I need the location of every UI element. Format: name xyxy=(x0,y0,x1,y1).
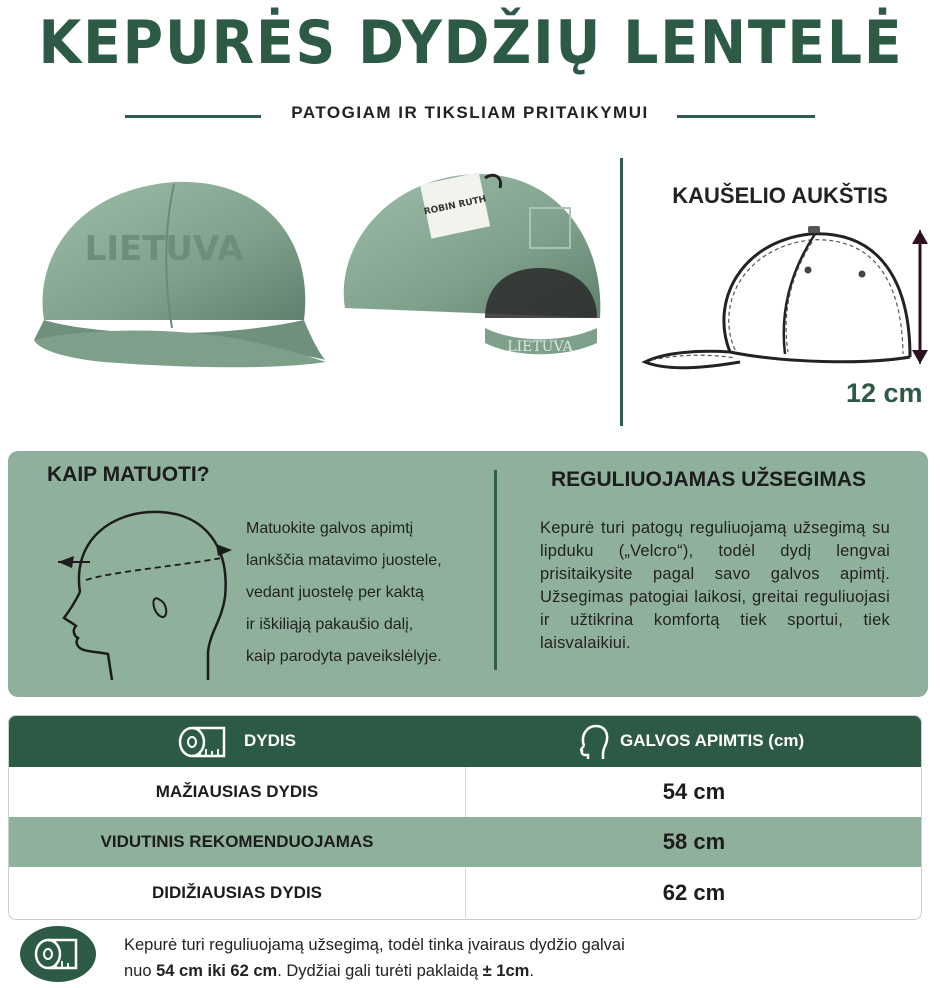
adjustable-title: REGULIUOJAMAS UŽSEGIMAS xyxy=(551,468,867,491)
footer-note-range: 54 cm iki 62 cm xyxy=(156,962,278,980)
table-row xyxy=(8,817,922,867)
cap-front-text: LIETUVA xyxy=(84,229,244,269)
cap-outline-diagram xyxy=(640,222,940,382)
footer-note-text: . Dydžiai gali turėti paklaidą xyxy=(277,962,483,980)
head-profile-icon xyxy=(576,724,610,760)
footer-note-tolerance: ± 1cm xyxy=(482,962,530,980)
how-to-measure-line: lankščia matavimo juostele, xyxy=(246,552,442,569)
adjustable-text: Kepurė turi patogų reguliuojamą užsegimą su lipduku („Velcro“), todėl dydį lengvai prisitaikysite pagal savo galvos apimtį. Užsegimas patogiai laikosi, greitai reguliuojasi ir užtikrina komfortą tiek sportui, tiek laisvalaikiui. xyxy=(540,519,890,652)
table-row xyxy=(8,868,922,918)
how-to-measure-line: ir iškiliąją pakaušio dalį, xyxy=(246,616,414,633)
size-name-cell: DIDIŽIAUSIAS DYDIS xyxy=(151,883,323,902)
footer-note-text: . xyxy=(529,962,534,980)
size-value-cell: 62 cm xyxy=(662,880,726,905)
measuring-tape-icon xyxy=(178,725,236,759)
size-table xyxy=(8,715,922,920)
table-header xyxy=(8,715,922,767)
footer-note-text: Kepurė turi reguliuojamą užsegimą, todėl tinka įvairaus dydžio galvai xyxy=(124,936,625,954)
how-to-measure-text xyxy=(246,513,486,673)
cap-back-strap-text: LIETUVA xyxy=(507,339,573,355)
column-header-size: DYDIS xyxy=(244,731,296,750)
cap-back-photo xyxy=(335,168,610,368)
how-to-measure-line: Matuokite galvos apimtį xyxy=(246,520,414,537)
column-header-head: GALVOS APIMTIS (cm) xyxy=(620,731,805,750)
footer-note xyxy=(124,932,824,984)
how-to-measure-line: vedant juostelę per kaktą xyxy=(246,584,424,601)
subtitle-line-right xyxy=(677,115,815,118)
crown-height-value: 12 cm xyxy=(846,378,923,408)
size-name-cell: VIDUTINIS REKOMENDUOJAMAS xyxy=(100,832,374,851)
tape-measure-badge-icon xyxy=(18,924,98,984)
table-row xyxy=(8,767,922,817)
cap-front-photo xyxy=(14,170,334,402)
how-to-measure-title: KAIP MATUOTI? xyxy=(47,463,210,486)
subtitle-bar xyxy=(125,103,815,129)
page-title: KEPURĖS DYDŽIŲ LENTELĖ xyxy=(38,8,904,78)
footer-note-text: nuo xyxy=(124,962,157,980)
section-divider xyxy=(620,158,623,426)
crown-height-title: KAUŠELIO AUKŠTIS xyxy=(672,183,888,208)
head-measure-icon xyxy=(50,502,235,682)
subtitle: PATOGIAM IR TIKSLIAM PRITAIKYMUI xyxy=(291,103,649,122)
size-name-cell: MAŽIAUSIAS DYDIS xyxy=(155,782,319,801)
size-value-cell: 54 cm xyxy=(662,779,726,804)
cap-back-tag-text: ROBIN RUTH xyxy=(423,194,488,218)
how-to-measure-line: kaip parodyta paveikslėlyje. xyxy=(246,648,442,665)
size-value-cell: 58 cm xyxy=(662,829,726,854)
panel-divider xyxy=(494,470,497,670)
